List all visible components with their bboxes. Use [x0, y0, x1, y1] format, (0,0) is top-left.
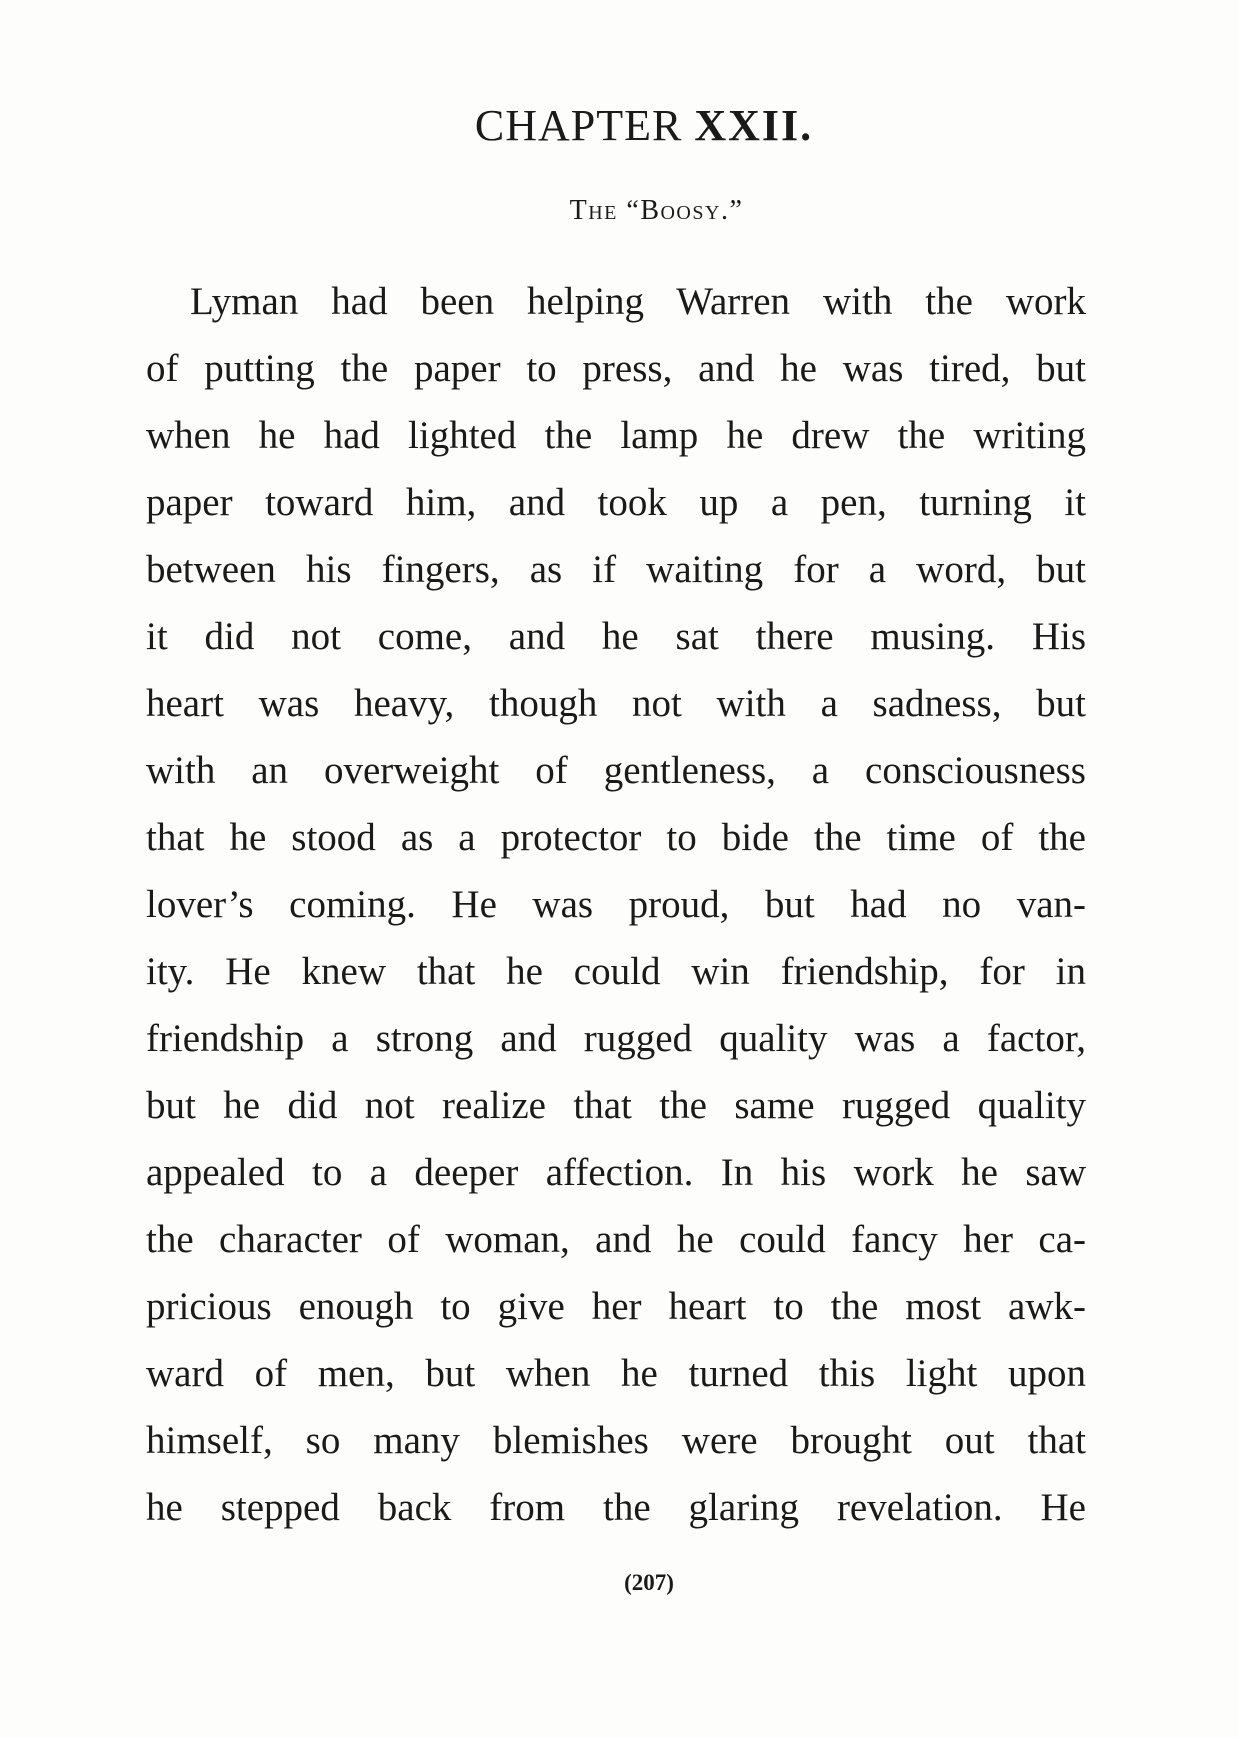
text-line: appealed to a deeper affection. In his work he saw — [146, 1151, 1086, 1194]
text-line: ward of men, but when he turned this light upon — [146, 1352, 1086, 1395]
text-line: lover’s coming. He was proud, but had no van- — [146, 883, 1086, 926]
body-text — [146, 268, 1086, 1541]
text-line: pricious enough to give her heart to the most awk- — [146, 1285, 1086, 1328]
text-line: when he had lighted the lamp he drew the writing — [146, 414, 1086, 457]
text-line: between his fingers, as if waiting for a word, but — [146, 548, 1086, 591]
text-line: that he stood as a protector to bide the time of the — [146, 816, 1086, 859]
chapter-label: CHAPTER — [474, 101, 683, 150]
text-line: himself, so many blemishes were brought out that — [146, 1419, 1086, 1462]
chapter-number: XXII. — [694, 101, 814, 150]
text-line: but he did not realize that the same rugged quality — [146, 1084, 1086, 1127]
text-line: heart was heavy, though not with a sadness, but — [146, 682, 1086, 725]
text-line: of putting the paper to press, and he was tired, but — [146, 347, 1086, 390]
text-line: friendship a strong and rugged quality was a factor, — [146, 1017, 1086, 1060]
text-line: paper toward him, and took up a pen, turning it — [146, 481, 1086, 524]
text-line: he stepped back from the glaring revelation. He — [146, 1486, 1086, 1529]
text-line: it did not come, and he sat there musing. His — [146, 615, 1086, 658]
text-line: with an overweight of gentleness, a consciousness — [146, 749, 1086, 792]
text-line: the character of woman, and he could fancy her ca- — [146, 1218, 1086, 1261]
chapter-subtitle: The “Boosy.” — [569, 195, 744, 226]
chapter-heading — [0, 100, 1238, 151]
page-number: (207) — [624, 1570, 674, 1595]
text-line: Lyman had been helping Warren with the work — [190, 280, 1086, 323]
text-line: ity. He knew that he could win friendship, for in — [146, 950, 1086, 993]
